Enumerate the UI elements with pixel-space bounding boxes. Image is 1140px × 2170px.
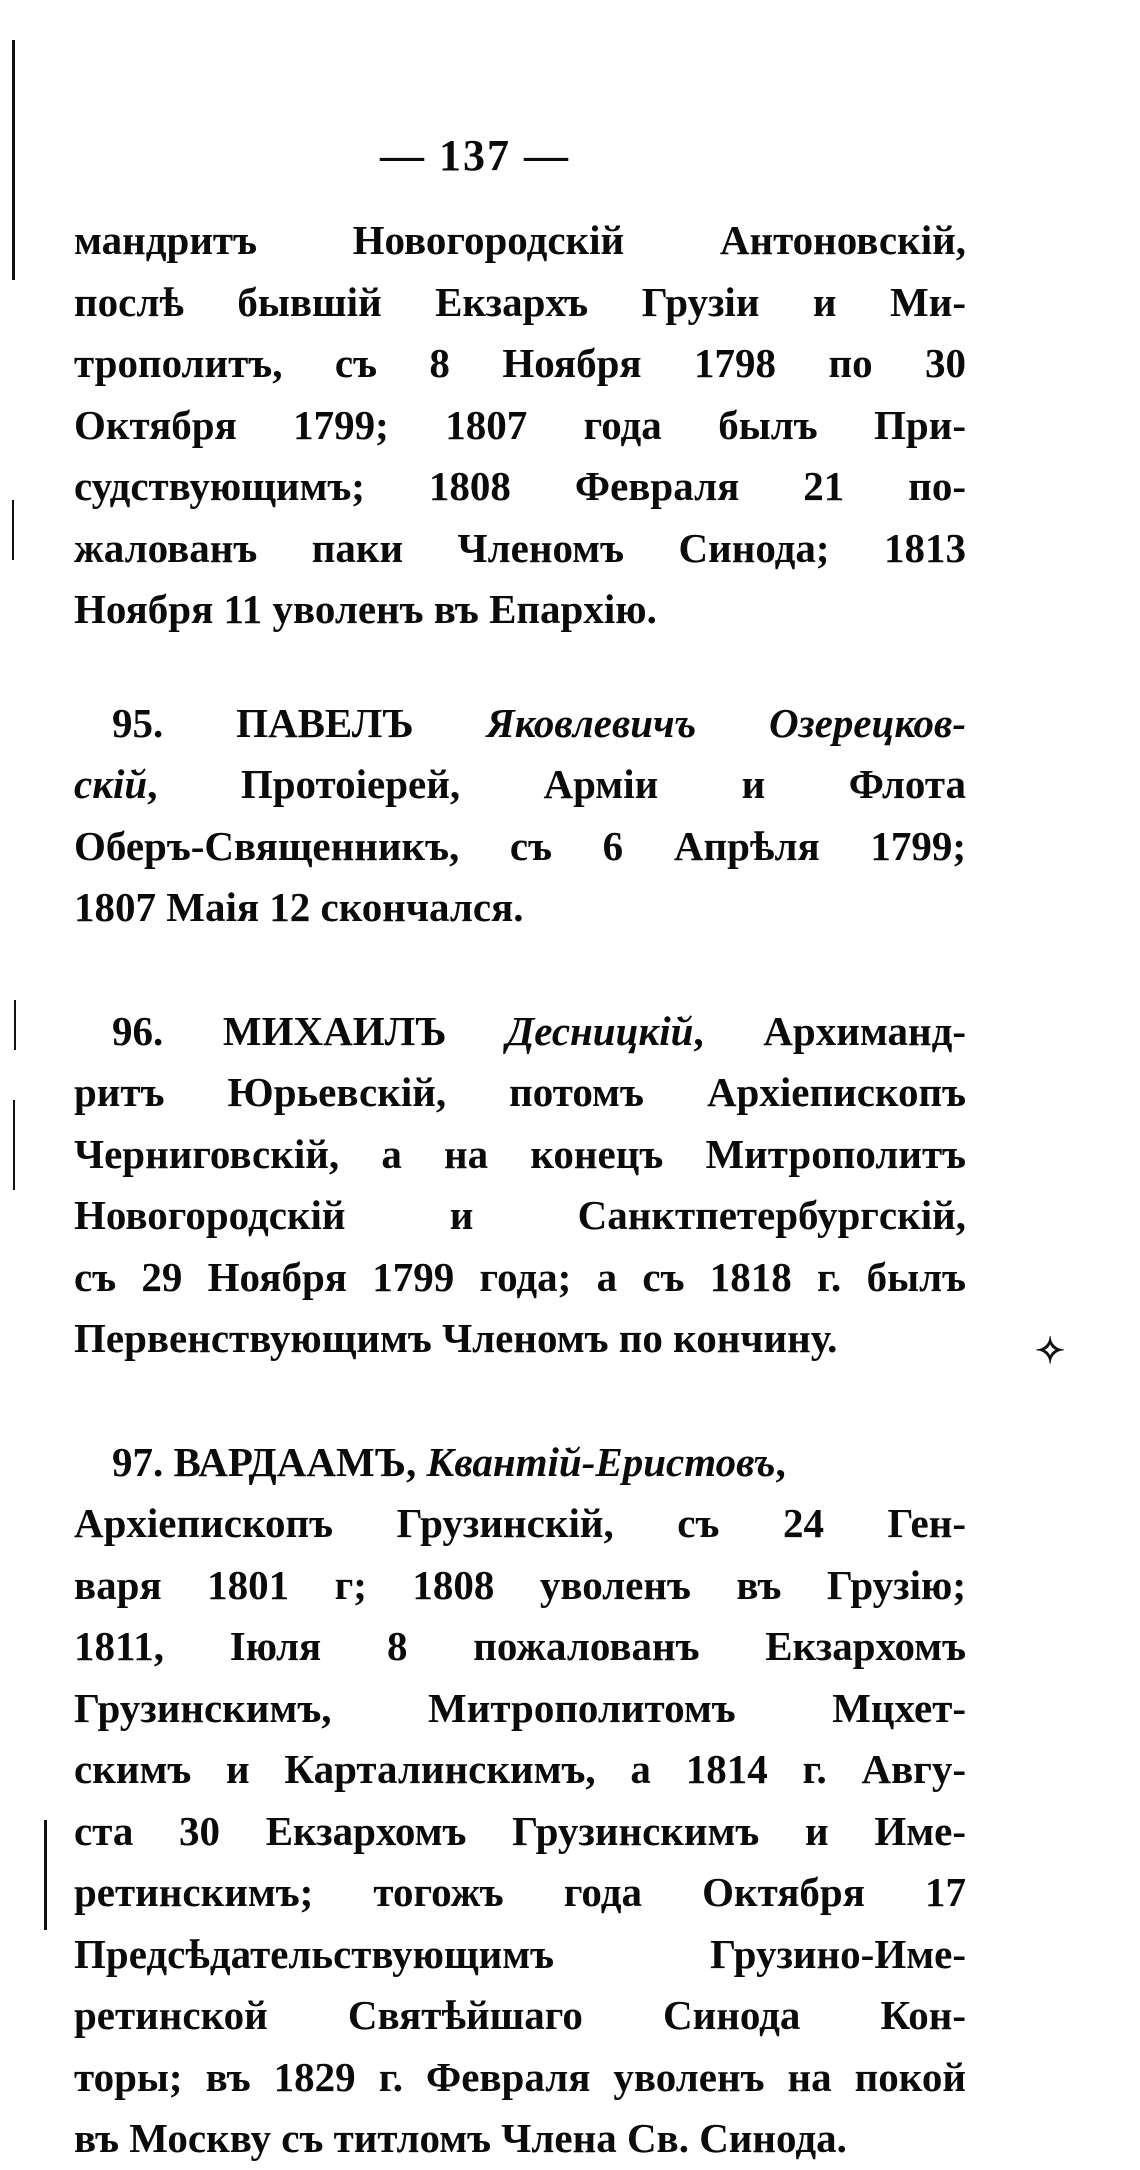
text-line: Оберъ-Священникъ, съ 6 Апрѣля 1799; [74, 822, 966, 869]
entry-name: ПАВЕЛЪ [236, 699, 414, 746]
entry-surname: Квантій-Еристовъ [426, 1438, 776, 1485]
text-line: ретинской Святѣйшаго Синода Кон- [74, 1992, 966, 2038]
entry-surname: Яковлевичъ Озерецков- [486, 699, 967, 746]
text-line: Предсѣдательствующимъ Грузино-Име- [74, 1930, 966, 1977]
entry-name: ВАРДААМЪ [173, 1438, 407, 1485]
text-line: Черниговскій, а на конецъ Митрополитъ [74, 1130, 966, 1177]
text-line: съ 29 Ноября 1799 года; а съ 1818 г. былъ [74, 1253, 966, 1300]
text-line: , [775, 1438, 786, 1485]
entry-name: МИХАИЛЪ [222, 1007, 447, 1054]
left-margin-line [12, 500, 14, 560]
text-line: Грузинскимъ, Митрополитомъ Мцхет- [74, 1684, 966, 1731]
ink-blot: ✧ [1035, 1331, 1066, 1371]
entry-95-line [74, 693, 966, 755]
text-line: Первенствующимъ Членомъ по кончину. [74, 1315, 838, 1361]
text-line: Ноября 11 уволенъ въ Епархію. [74, 586, 657, 632]
left-margin-line [44, 1820, 47, 1930]
left-margin-line [13, 1100, 15, 1190]
text-line: 1807 Маія 12 скончался. [74, 884, 524, 930]
text-line: ста 30 Екзархомъ Грузинскимъ и Име- [74, 1807, 966, 1854]
document-body [74, 210, 966, 2170]
entry-number: 97. [112, 1438, 164, 1485]
entry-surname-cont: скій [74, 761, 148, 807]
paragraph-gap [74, 1370, 966, 1432]
text-line: , Протоіерей, Арміи и Флота [147, 761, 966, 807]
text-line: судствующимъ; 1808 Февраля 21 по- [74, 463, 966, 509]
text-line: ретинскимъ; тогожъ года Октября 17 [74, 1869, 966, 1915]
entry-95-line [74, 754, 966, 816]
text-line: , Архиманд- [693, 1007, 966, 1054]
paragraph-gap [74, 939, 966, 1001]
entry-surname: Десницкій [506, 1007, 694, 1054]
entry-96-line [74, 1001, 966, 1063]
page-number: — 137 — [380, 131, 570, 180]
text-line: мандритъ Новогородскій Антоновскій, [74, 217, 966, 263]
text-line: 1811, Іюля 8 пожалованъ Екзархомъ [74, 1623, 966, 1669]
text-line: скимъ и Карталинскимъ, а 1814 г. Авгу- [74, 1746, 966, 1792]
entry-97-line: 97. ВАРДААМЪ, Квантій-Еристовъ, [112, 1438, 786, 1485]
text-line: жалованъ паки Членомъ Синода; 1813 [74, 524, 966, 571]
paragraph-gap [74, 641, 966, 693]
text-line: въ Москву съ титломъ Члена Св. Синода. [74, 2115, 847, 2161]
text-line: торы; въ 1829 г. Февраля уволенъ на покой [74, 2053, 966, 2100]
text-line: Архіепископъ Грузинскій, съ 24 Ген- [74, 1500, 966, 1546]
text-line: Новогородскій и Санктпетербургскій, [74, 1192, 966, 1238]
text-line: варя 1801 г; 1808 уволенъ въ Грузію; [74, 1561, 966, 1608]
text-line: трополитъ, съ 8 Ноября 1798 по 30 [74, 340, 966, 386]
entry-number: 95. [112, 699, 164, 746]
left-margin-line [14, 1000, 16, 1050]
entry-number: 96. [112, 1007, 164, 1054]
text-line: Октября 1799; 1807 года былъ При- [74, 401, 966, 448]
text-line: послѣ бывшій Екзархъ Грузіи и Ми- [74, 278, 966, 325]
text-line: ритъ Юрьевскій, потомъ Архіепископъ [74, 1069, 966, 1115]
